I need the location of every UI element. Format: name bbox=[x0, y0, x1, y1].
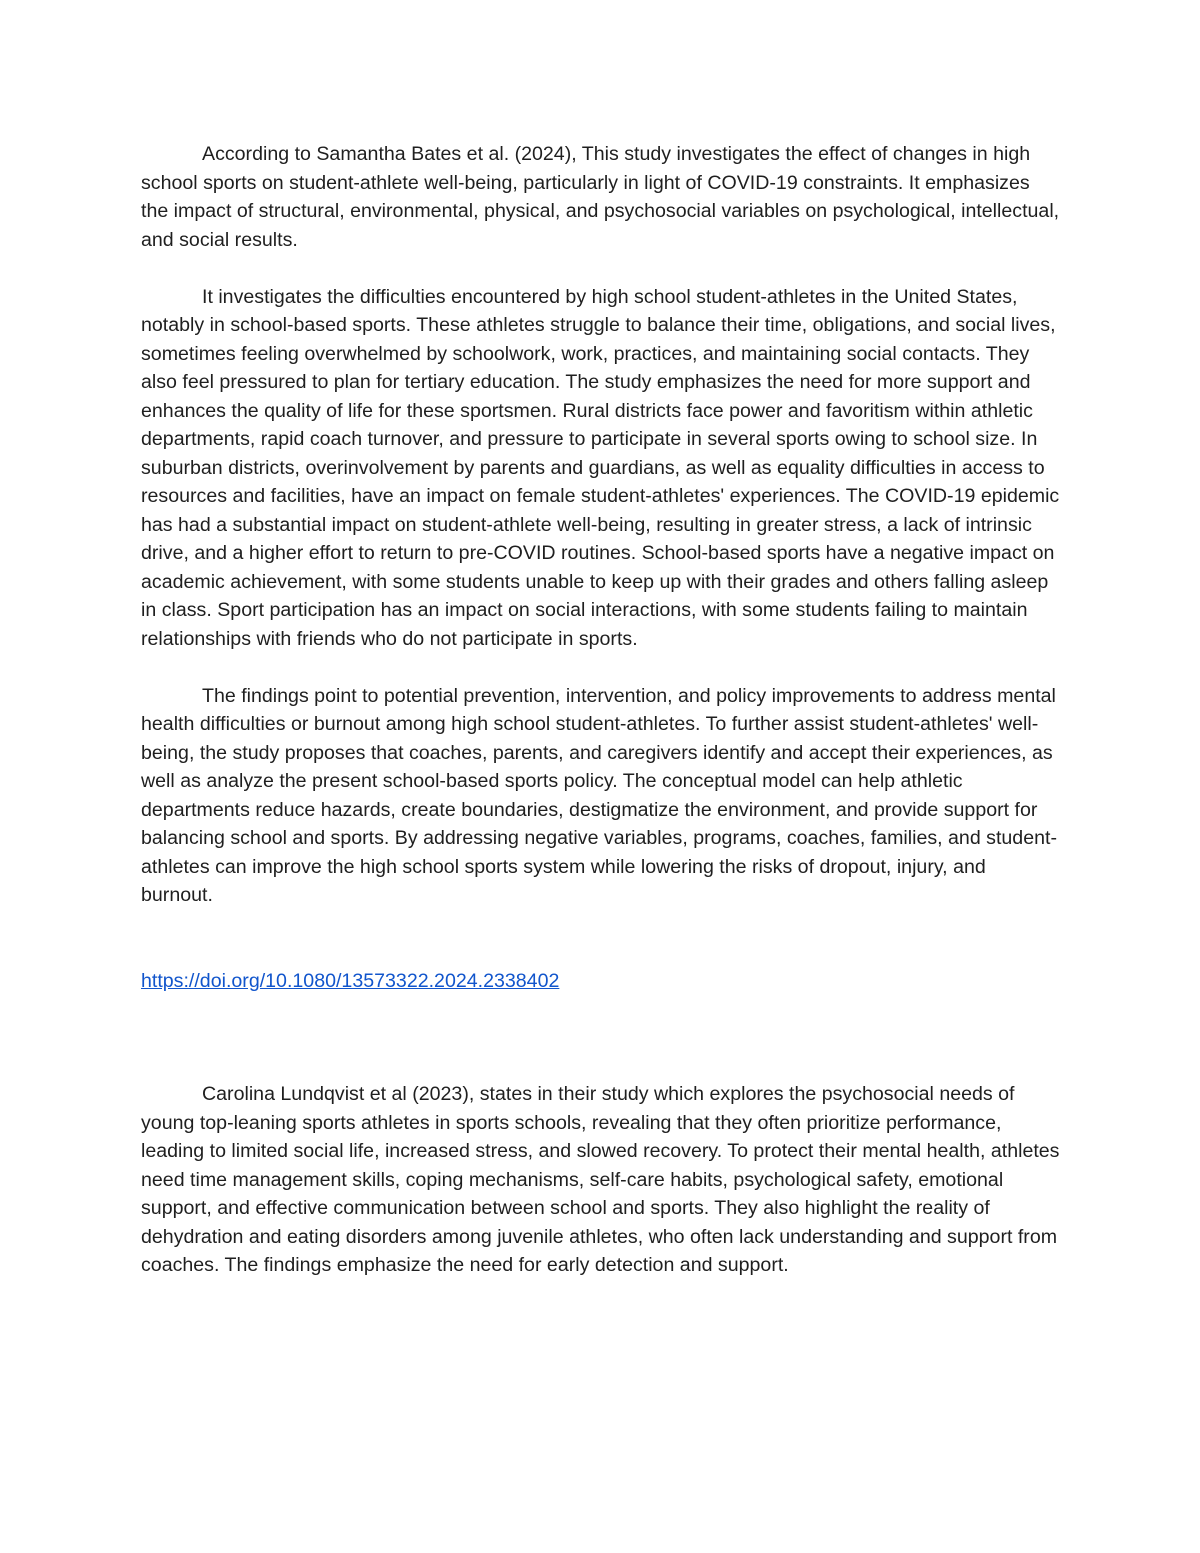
paragraph-spacer bbox=[141, 995, 1061, 1080]
paragraph-spacer bbox=[141, 910, 1061, 967]
paragraph-bates-intro: According to Samantha Bates et al. (2024), This study investigates the effect of changes in high school sports on student-athlete well-being, particularly in light of COVID-19 constraints. It emphasizes the impact of structural, environmental, physical, and psychosocial variables on psychological, intellectual, and social results. bbox=[141, 143, 1060, 251]
paragraph-lundqvist: Carolina Lundqvist et al (2023), states in their study which explores the psychosocial needs of young top-leaning sports athletes in sports schools, revealing that they often prioritize performance, leading to limited social life, increased stress, and slowed recovery. To protect their mental health, athletes need time management skills, coping mechanisms, self-care habits, psychological safety, emotional support, and effective communication between school and sports. They also highlight the reality of dehydration and eating disorders among juvenile athletes, who often lack understanding and support from coaches. The findings emphasize the need for early detection and support. bbox=[141, 1083, 1060, 1276]
document-body bbox=[141, 140, 1061, 1280]
paragraph-bates-findings: The findings point to potential prevention, intervention, and policy improvements to address mental health difficulties or burnout among high school student-athletes. To further assist student-athletes' well-being, the study proposes that coaches, parents, and caregivers identify and accept their experiences, as well as analyze the present school-based sports policy. The conceptual model can help athletic departments reduce hazards, create boundaries, destigmatize the environment, and provide support for balancing school and sports. By addressing negative variables, programs, coaches, families, and student-athletes can improve the high school sports system while lowering the risks of dropout, injury, and burnout. bbox=[141, 684, 1057, 906]
doi-link[interactable]: https://doi.org/10.1080/13573322.2024.2338402 bbox=[141, 969, 560, 992]
paragraph-bates-difficulties: It investigates the difficulties encountered by high school student-athletes in the United States, notably in school-based sports. These athletes struggle to balance their time, obligations, and social lives, sometimes feeling overwhelmed by schoolwork, work, practices, and maintaining social contacts. They also feel pressured to plan for tertiary education. The study emphasizes the need for more support and enhances the quality of life for these sportsmen. Rural districts face power and favoritism within athletic departments, rapid coach turnover, and pressure to participate in several sports owing to school size. In suburban districts, overinvolvement by parents and guardians, as well as equality difficulties in access to resources and facilities, have an impact on female student-athletes' experiences. The COVID-19 epidemic has had a substantial impact on student-athlete well-being, resulting in greater stress, a lack of intrinsic drive, and a higher effort to return to pre-COVID routines. School-based sports have a negative impact on academic achievement, with some students unable to keep up with their grades and others falling asleep in class. Sport participation has an impact on social interactions, with some students failing to maintain relationships with friends who do not participate in sports. bbox=[141, 285, 1060, 650]
paragraph-spacer bbox=[141, 653, 1061, 682]
paragraph-spacer bbox=[141, 254, 1061, 283]
doi-reference bbox=[141, 967, 1061, 996]
